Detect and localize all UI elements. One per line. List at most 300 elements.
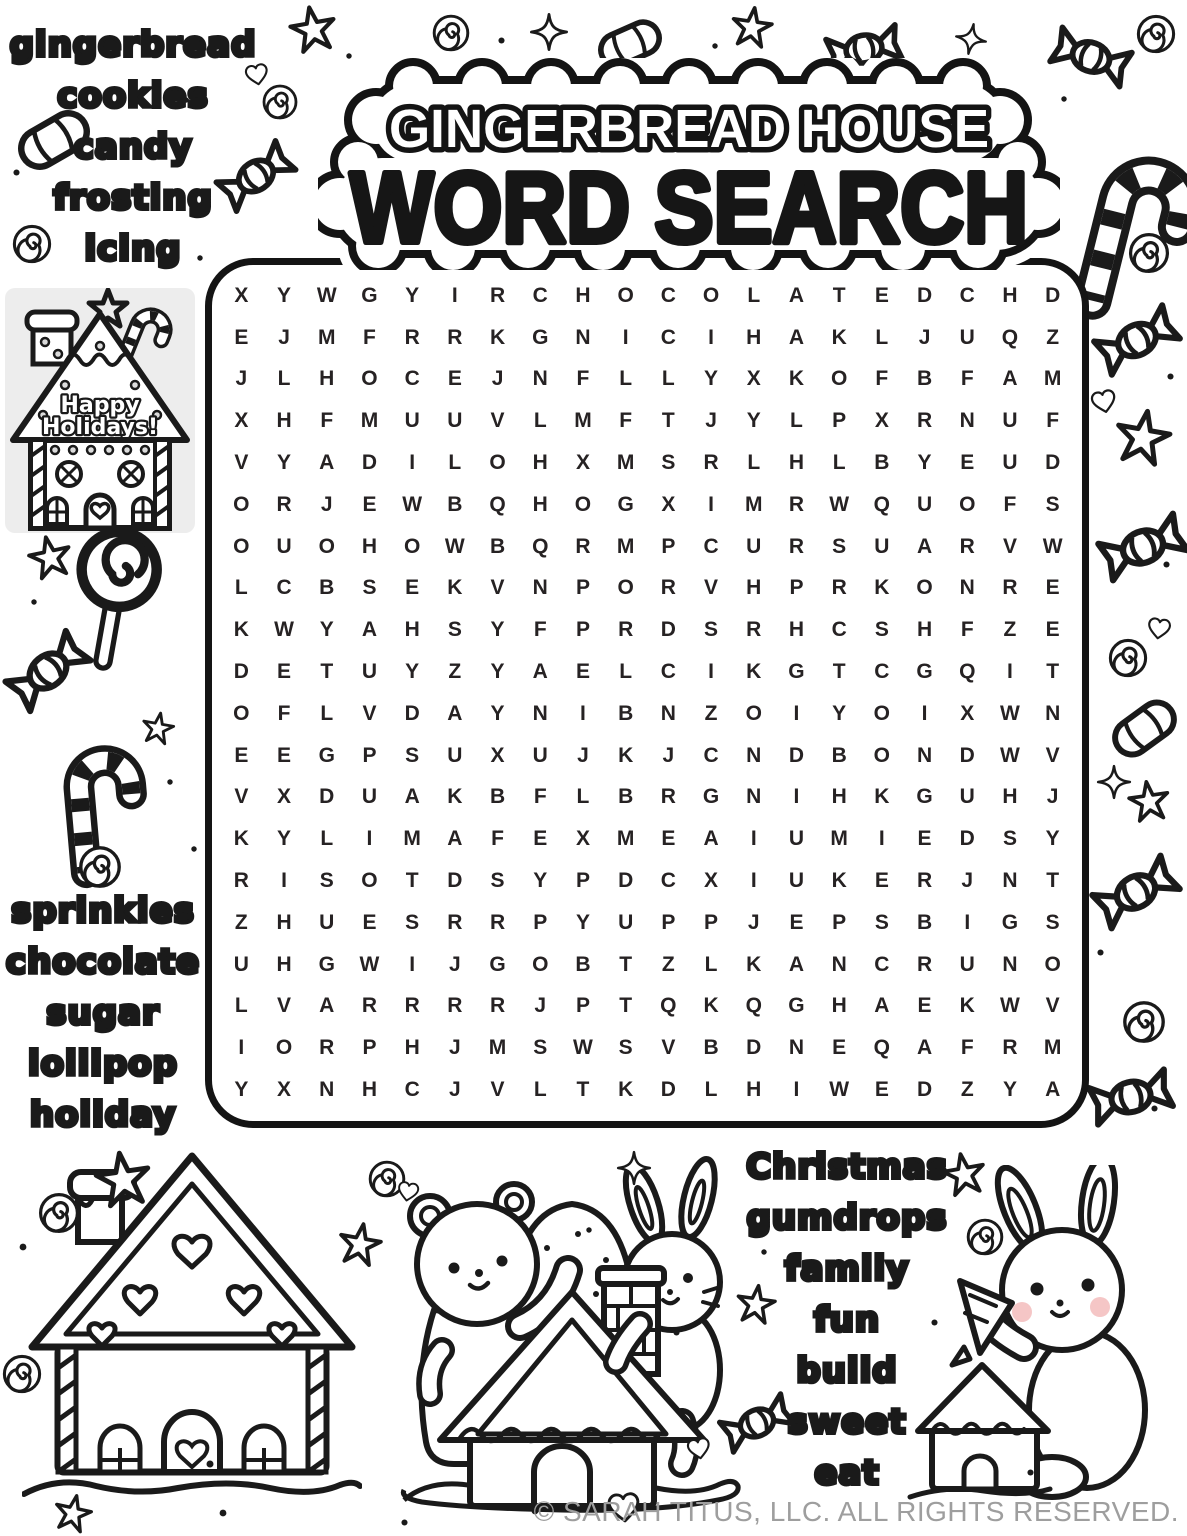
grid-letter: X: [234, 283, 249, 307]
grid-letter: F: [1046, 409, 1060, 433]
grid-letter: W: [1000, 994, 1020, 1018]
grid-letter: F: [875, 367, 889, 391]
grid-letter: S: [618, 1036, 633, 1060]
grid-letter: I: [366, 827, 373, 851]
grid-letter: J: [278, 325, 290, 349]
grid-letter: L: [747, 283, 761, 307]
grid-letter: Q: [873, 492, 891, 516]
grid-letter: J: [449, 952, 461, 976]
grid-letter: N: [746, 743, 762, 767]
grid-letter: O: [873, 701, 891, 725]
grid-letter: U: [618, 910, 634, 934]
grid-letter: U: [319, 910, 335, 934]
grid-letter: K: [874, 785, 890, 809]
grid-letter: E: [917, 994, 932, 1018]
swirl-icon: [964, 1216, 1006, 1258]
grid-letter: U: [233, 952, 249, 976]
grid-letter: C: [874, 952, 890, 976]
dot-icon: [18, 1242, 28, 1252]
grid-letter: W: [274, 618, 294, 642]
grid-letter: P: [789, 576, 804, 600]
grid-letter: Y: [277, 451, 292, 475]
grid-letter: A: [1045, 1078, 1061, 1102]
grid-letter: A: [319, 451, 335, 475]
swirl-icon: [0, 1352, 44, 1396]
grid-letter: S: [405, 910, 420, 934]
title-line1: GINGERBREAD HOUSE: [389, 99, 989, 159]
grid-letter: N: [532, 576, 548, 600]
grid-letter: V: [277, 994, 292, 1018]
grid-letter: R: [831, 576, 847, 600]
grid-letter: X: [575, 451, 590, 475]
grid-letter: J: [491, 367, 504, 391]
grid-letter: D: [660, 1078, 676, 1102]
grid-letter: L: [619, 660, 633, 684]
word-list-item: eat: [814, 1453, 880, 1493]
dot-icon: [711, 42, 719, 50]
word-list-item: gingerbread: [9, 25, 257, 65]
grid-letter: K: [746, 660, 762, 684]
grid-letter: K: [831, 869, 847, 893]
dot-icon: [400, 1518, 409, 1527]
grid-letter: K: [831, 325, 847, 349]
grid-letter: I: [580, 701, 586, 725]
grid-letter: Q: [959, 660, 976, 684]
grid-letter: M: [616, 827, 635, 851]
grid-letter: L: [704, 1078, 718, 1102]
grid-letter: K: [233, 827, 249, 851]
candy-post-left: [31, 440, 45, 528]
grid-letter: T: [1046, 660, 1060, 684]
grid-letter: U: [874, 534, 890, 558]
grid-letter: I: [750, 827, 757, 851]
grid-letter: S: [447, 618, 462, 642]
swirl-icon: [76, 843, 124, 891]
grid-letter: H: [831, 785, 847, 809]
grid-letter: E: [661, 827, 676, 851]
grid-letter: Q: [489, 492, 506, 516]
grid-letter: P: [704, 910, 719, 934]
grid-letter: S: [704, 618, 719, 642]
grid-letter: Y: [575, 910, 590, 934]
grid-letter: M: [744, 492, 763, 516]
grid-letter: U: [788, 869, 805, 893]
grid-letter: T: [619, 994, 633, 1018]
grid-letter: S: [533, 1036, 548, 1060]
star-icon: [332, 1216, 388, 1272]
grid-letter: E: [277, 743, 292, 767]
grid-letter: A: [447, 701, 463, 725]
grid-letter: L: [661, 367, 675, 391]
dot-icon: [1060, 95, 1068, 103]
grid-letter: I: [409, 451, 416, 475]
grid-letter: K: [447, 576, 463, 600]
grid-letter: B: [447, 492, 463, 516]
grid-letter: J: [534, 994, 547, 1018]
grid-letter: K: [489, 325, 506, 349]
grid-letter: K: [788, 367, 805, 391]
grid-letter: E: [405, 576, 420, 600]
grid-letter: Z: [234, 910, 248, 934]
grid-letter: D: [959, 743, 975, 767]
grid-letter: R: [489, 994, 506, 1018]
title-banner: [318, 58, 1060, 270]
window-right: [244, 1426, 284, 1472]
grid-letter: K: [703, 994, 719, 1018]
grid-letter: F: [363, 325, 376, 349]
grid-letter: Y: [490, 618, 505, 642]
grid-letter: T: [576, 1078, 590, 1102]
dot-icon: [1026, 1468, 1035, 1477]
grid-letter: U: [404, 409, 420, 433]
dot-icon: [1166, 372, 1175, 381]
grid-letter: Y: [746, 409, 761, 433]
grid-letter: R: [916, 869, 933, 893]
grid-letter: R: [618, 618, 634, 642]
candy-post-right: [155, 440, 169, 528]
grid-letter: P: [832, 409, 847, 433]
grid-letter: C: [532, 283, 548, 307]
dot-icon: [1096, 948, 1105, 957]
happy-holidays-house-illustration: [5, 288, 195, 533]
grid-letter: T: [619, 952, 633, 976]
grid-letter: F: [491, 827, 504, 851]
grid-letter: C: [703, 534, 719, 558]
grid-letter: F: [619, 409, 633, 433]
word-list-item: family: [784, 1249, 910, 1289]
grid-letter: V: [1045, 994, 1060, 1018]
grid-letter: R: [916, 952, 933, 976]
grid-letter: X: [277, 785, 292, 809]
dot-icon: [166, 778, 174, 786]
grid-letter: T: [405, 869, 419, 893]
grid-letter: Y: [234, 1078, 249, 1102]
copyright-text: © SARAH TITUS, LLC. ALL RIGHTS RESERVED.: [533, 1496, 1179, 1527]
dot-icon: [585, 1226, 593, 1234]
grid-letter: F: [533, 618, 547, 642]
grid-letter: Q: [745, 994, 762, 1018]
grid-letter: P: [575, 994, 590, 1018]
grid-letter: E: [874, 869, 889, 893]
grid-letter: G: [318, 743, 335, 767]
grid-letter: N: [532, 701, 548, 725]
grid-letter: D: [233, 660, 249, 684]
grid-letter: K: [233, 618, 249, 642]
grid-letter: G: [532, 325, 549, 349]
grid-letter: Y: [533, 869, 548, 893]
grid-letter: L: [234, 994, 248, 1018]
grid-letter: K: [959, 994, 975, 1018]
grid-letter: C: [660, 869, 676, 893]
heart-icon: [684, 1434, 714, 1464]
star-icon: [1123, 775, 1175, 827]
grid-letter: A: [404, 785, 420, 809]
grid-letter: N: [916, 743, 933, 767]
grid-letter: X: [234, 409, 249, 433]
grid-letter: U: [959, 952, 975, 976]
grid-letter: L: [704, 952, 718, 976]
grid-letter: Y: [832, 701, 847, 725]
grid-letter: O: [617, 576, 634, 600]
grid-letter: B: [831, 743, 847, 767]
grid-letter: V: [234, 451, 249, 475]
grid-letter: A: [874, 994, 890, 1018]
grid-letter: V: [1045, 743, 1060, 767]
grid-letter: G: [916, 785, 933, 809]
grid-letter: N: [1045, 701, 1061, 725]
swirl-icon: [1106, 636, 1150, 680]
grid-letter: O: [403, 534, 421, 558]
grid-letter: A: [447, 827, 463, 851]
grid-letter: J: [705, 409, 717, 433]
grid-letter: R: [276, 492, 292, 516]
grid-letter: H: [319, 367, 335, 391]
grid-letter: Y: [490, 660, 505, 684]
grid-letter: E: [960, 451, 975, 475]
grid-letter: N: [831, 952, 847, 976]
grid-letter: A: [916, 534, 933, 558]
grid-letter: V: [704, 576, 719, 600]
grid-letter: L: [277, 367, 291, 391]
grid-letter: T: [832, 660, 846, 684]
word-list-item: cookies: [57, 76, 209, 116]
grid-letter: L: [619, 367, 633, 391]
grid-letter: J: [662, 743, 675, 767]
grid-letter: V: [490, 576, 505, 600]
grid-letter: O: [489, 451, 506, 475]
word-list-item: gumdrops: [746, 1198, 948, 1238]
grid-letter: I: [878, 827, 885, 851]
grid-letter: G: [788, 994, 805, 1018]
grid-letter: I: [409, 952, 416, 976]
grid-letter: N: [575, 325, 591, 349]
grid-letter: N: [660, 701, 676, 725]
grid-letter: Q: [660, 994, 677, 1018]
grid-letter: R: [660, 785, 676, 809]
grid-letter: L: [790, 409, 803, 433]
grid-letter: L: [832, 451, 846, 475]
grid-letter: W: [573, 1036, 593, 1060]
grid-letter: Y: [277, 283, 292, 307]
bear-bunny-scene-illustration: [382, 1148, 742, 1520]
grid-letter: G: [489, 952, 506, 976]
grid-letter: X: [746, 367, 761, 391]
grid-letter: O: [1044, 952, 1061, 976]
grid-letter: C: [404, 1078, 420, 1102]
grid-letter: U: [447, 409, 463, 433]
grid-letter: A: [361, 618, 378, 642]
grid-letter: R: [575, 534, 591, 558]
grid-letter: N: [1002, 952, 1018, 976]
grid-letter: C: [959, 283, 975, 307]
dot-icon: [497, 36, 506, 45]
grid-letter: D: [788, 743, 805, 767]
peppermint-left: [57, 462, 81, 486]
grid-letter: R: [447, 325, 463, 349]
grid-letter: J: [747, 910, 760, 934]
grid-letter: R: [447, 994, 463, 1018]
grid-letter: B: [319, 576, 335, 600]
window-left: [100, 1426, 140, 1472]
dot-icon: [30, 598, 38, 606]
grid-letter: P: [575, 869, 590, 893]
grid-letter: Q: [532, 534, 549, 558]
heart-icon: [394, 1178, 422, 1206]
grid-letter: W: [1000, 701, 1020, 725]
grid-letter: O: [617, 283, 634, 307]
grid-letter: J: [577, 743, 589, 767]
grid-letter: C: [660, 283, 676, 307]
grid-letter: H: [361, 1078, 378, 1102]
grid-letter: I: [708, 325, 714, 349]
grid-letter: F: [576, 367, 590, 391]
dot-icon: [1150, 1104, 1159, 1113]
word-list-item: chocolate: [5, 942, 201, 982]
grid-letter: E: [447, 367, 462, 391]
star-icon: [283, 0, 343, 59]
grid-letter: M: [616, 451, 635, 475]
grid-letter: N: [788, 1036, 805, 1060]
grid-letter: S: [832, 534, 847, 558]
grid-letter: F: [960, 1036, 974, 1060]
grid-letter: T: [832, 283, 846, 307]
grid-letter: E: [362, 910, 377, 934]
grid-letter: L: [320, 701, 334, 725]
grid-letter: N: [746, 785, 762, 809]
peppermint-right: [119, 462, 143, 486]
grid-letter: G: [1001, 910, 1019, 934]
grid-letter: C: [660, 325, 676, 349]
grid-letter: V: [362, 701, 377, 725]
grid-letter: O: [873, 743, 891, 767]
grid-letter: I: [750, 869, 757, 893]
grid-letter: H: [916, 618, 933, 642]
grid-letter: B: [874, 451, 890, 475]
grid-letter: D: [1045, 283, 1061, 307]
grid-letter: M: [317, 325, 336, 349]
grid-letter: R: [703, 451, 719, 475]
grid-letter: O: [233, 492, 250, 516]
grid-letter: R: [404, 994, 420, 1018]
word-list-item: lollipop: [27, 1044, 178, 1084]
sparkle-icon: [616, 1150, 652, 1186]
grid-letter: J: [449, 1078, 461, 1102]
grid-letter: J: [235, 367, 248, 391]
happy-sign-line1: Happy: [60, 393, 140, 418]
grid-letter: C: [276, 576, 292, 600]
grid-letter: G: [361, 283, 378, 307]
grid-letter: G: [788, 660, 805, 684]
grid-letter: E: [874, 1078, 889, 1102]
grid-letter: B: [916, 910, 933, 934]
grid-letter: S: [874, 910, 889, 934]
grid-letter: U: [746, 534, 762, 558]
grid-letter: R: [489, 910, 506, 934]
grid-letter: D: [361, 451, 378, 475]
grid-letter: K: [874, 576, 890, 600]
grid-letter: O: [959, 492, 976, 516]
grid-letter: I: [793, 1078, 800, 1102]
grid-letter: V: [1002, 534, 1017, 558]
grid-letter: R: [233, 869, 249, 893]
grid-letter: H: [746, 1078, 762, 1102]
grid-letter: X: [960, 701, 975, 725]
grid-letter: C: [831, 618, 847, 642]
word-list-bottom-left: [0, 886, 206, 1141]
grid-letter: I: [708, 660, 714, 684]
candy-icon: [1079, 483, 1187, 611]
grid-letter: I: [793, 785, 800, 809]
grid-letter: Z: [1003, 618, 1017, 642]
grid-letter: V: [490, 409, 505, 433]
grid-letter: D: [746, 1036, 762, 1060]
grid-letter: T: [1046, 869, 1060, 893]
grid-letter: R: [788, 534, 805, 558]
grid-letter: O: [318, 534, 335, 558]
grid-letter: Z: [661, 952, 675, 976]
grid-letter: A: [788, 952, 805, 976]
grid-letter: B: [489, 785, 506, 809]
grid-letter: I: [451, 283, 458, 307]
grid-letter: A: [788, 283, 805, 307]
grid-letter: R: [1002, 576, 1018, 600]
word-list-item: fun: [813, 1300, 881, 1340]
grid-letter: M: [574, 409, 592, 433]
word-list-item: frosting: [53, 178, 213, 218]
grid-letter: H: [575, 283, 591, 307]
word-list-item: icing: [84, 229, 182, 269]
grid-letter: R: [1002, 1036, 1018, 1060]
grid-letter: Y: [917, 451, 932, 475]
swirl-icon: [36, 1190, 82, 1236]
grid-letter: Z: [448, 660, 462, 684]
grid-letter: R: [916, 409, 933, 433]
grid-letter: O: [702, 283, 720, 307]
grid-letter: L: [533, 409, 547, 433]
grid-letter: L: [533, 1078, 547, 1102]
grid-letter: R: [788, 492, 805, 516]
grid-letter: H: [1002, 785, 1018, 809]
grid-letter: S: [1002, 827, 1017, 851]
grid-letter: L: [576, 785, 590, 809]
star-icon: [726, 1, 778, 53]
grid-letter: N: [959, 576, 975, 600]
sparkle-icon: [529, 12, 569, 52]
grid-letter: V: [661, 1036, 676, 1060]
candy-post-left: [58, 1347, 76, 1472]
grid-letter: G: [617, 492, 634, 516]
grid-letter: Q: [1001, 325, 1019, 349]
grid-letter: A: [703, 827, 719, 851]
grid-letter: V: [490, 1078, 505, 1102]
grid-letter: U: [959, 325, 975, 349]
grid-letter: K: [447, 785, 463, 809]
grid-letter: F: [533, 785, 547, 809]
grid-letter: X: [490, 743, 505, 767]
grid-letter: D: [1045, 451, 1061, 475]
grid-letter: P: [362, 743, 377, 767]
grid-letter: E: [533, 827, 548, 851]
grid-letter: Y: [405, 660, 420, 684]
grid-letter: Z: [960, 1078, 974, 1102]
dot-icon: [1162, 560, 1171, 569]
grid-letter: U: [1002, 409, 1018, 433]
grid-letter: V: [234, 785, 249, 809]
grid-letter: X: [277, 1078, 292, 1102]
grid-letter: D: [447, 869, 463, 893]
word-list-top-left: [8, 20, 258, 275]
grid-letter: D: [404, 701, 420, 725]
